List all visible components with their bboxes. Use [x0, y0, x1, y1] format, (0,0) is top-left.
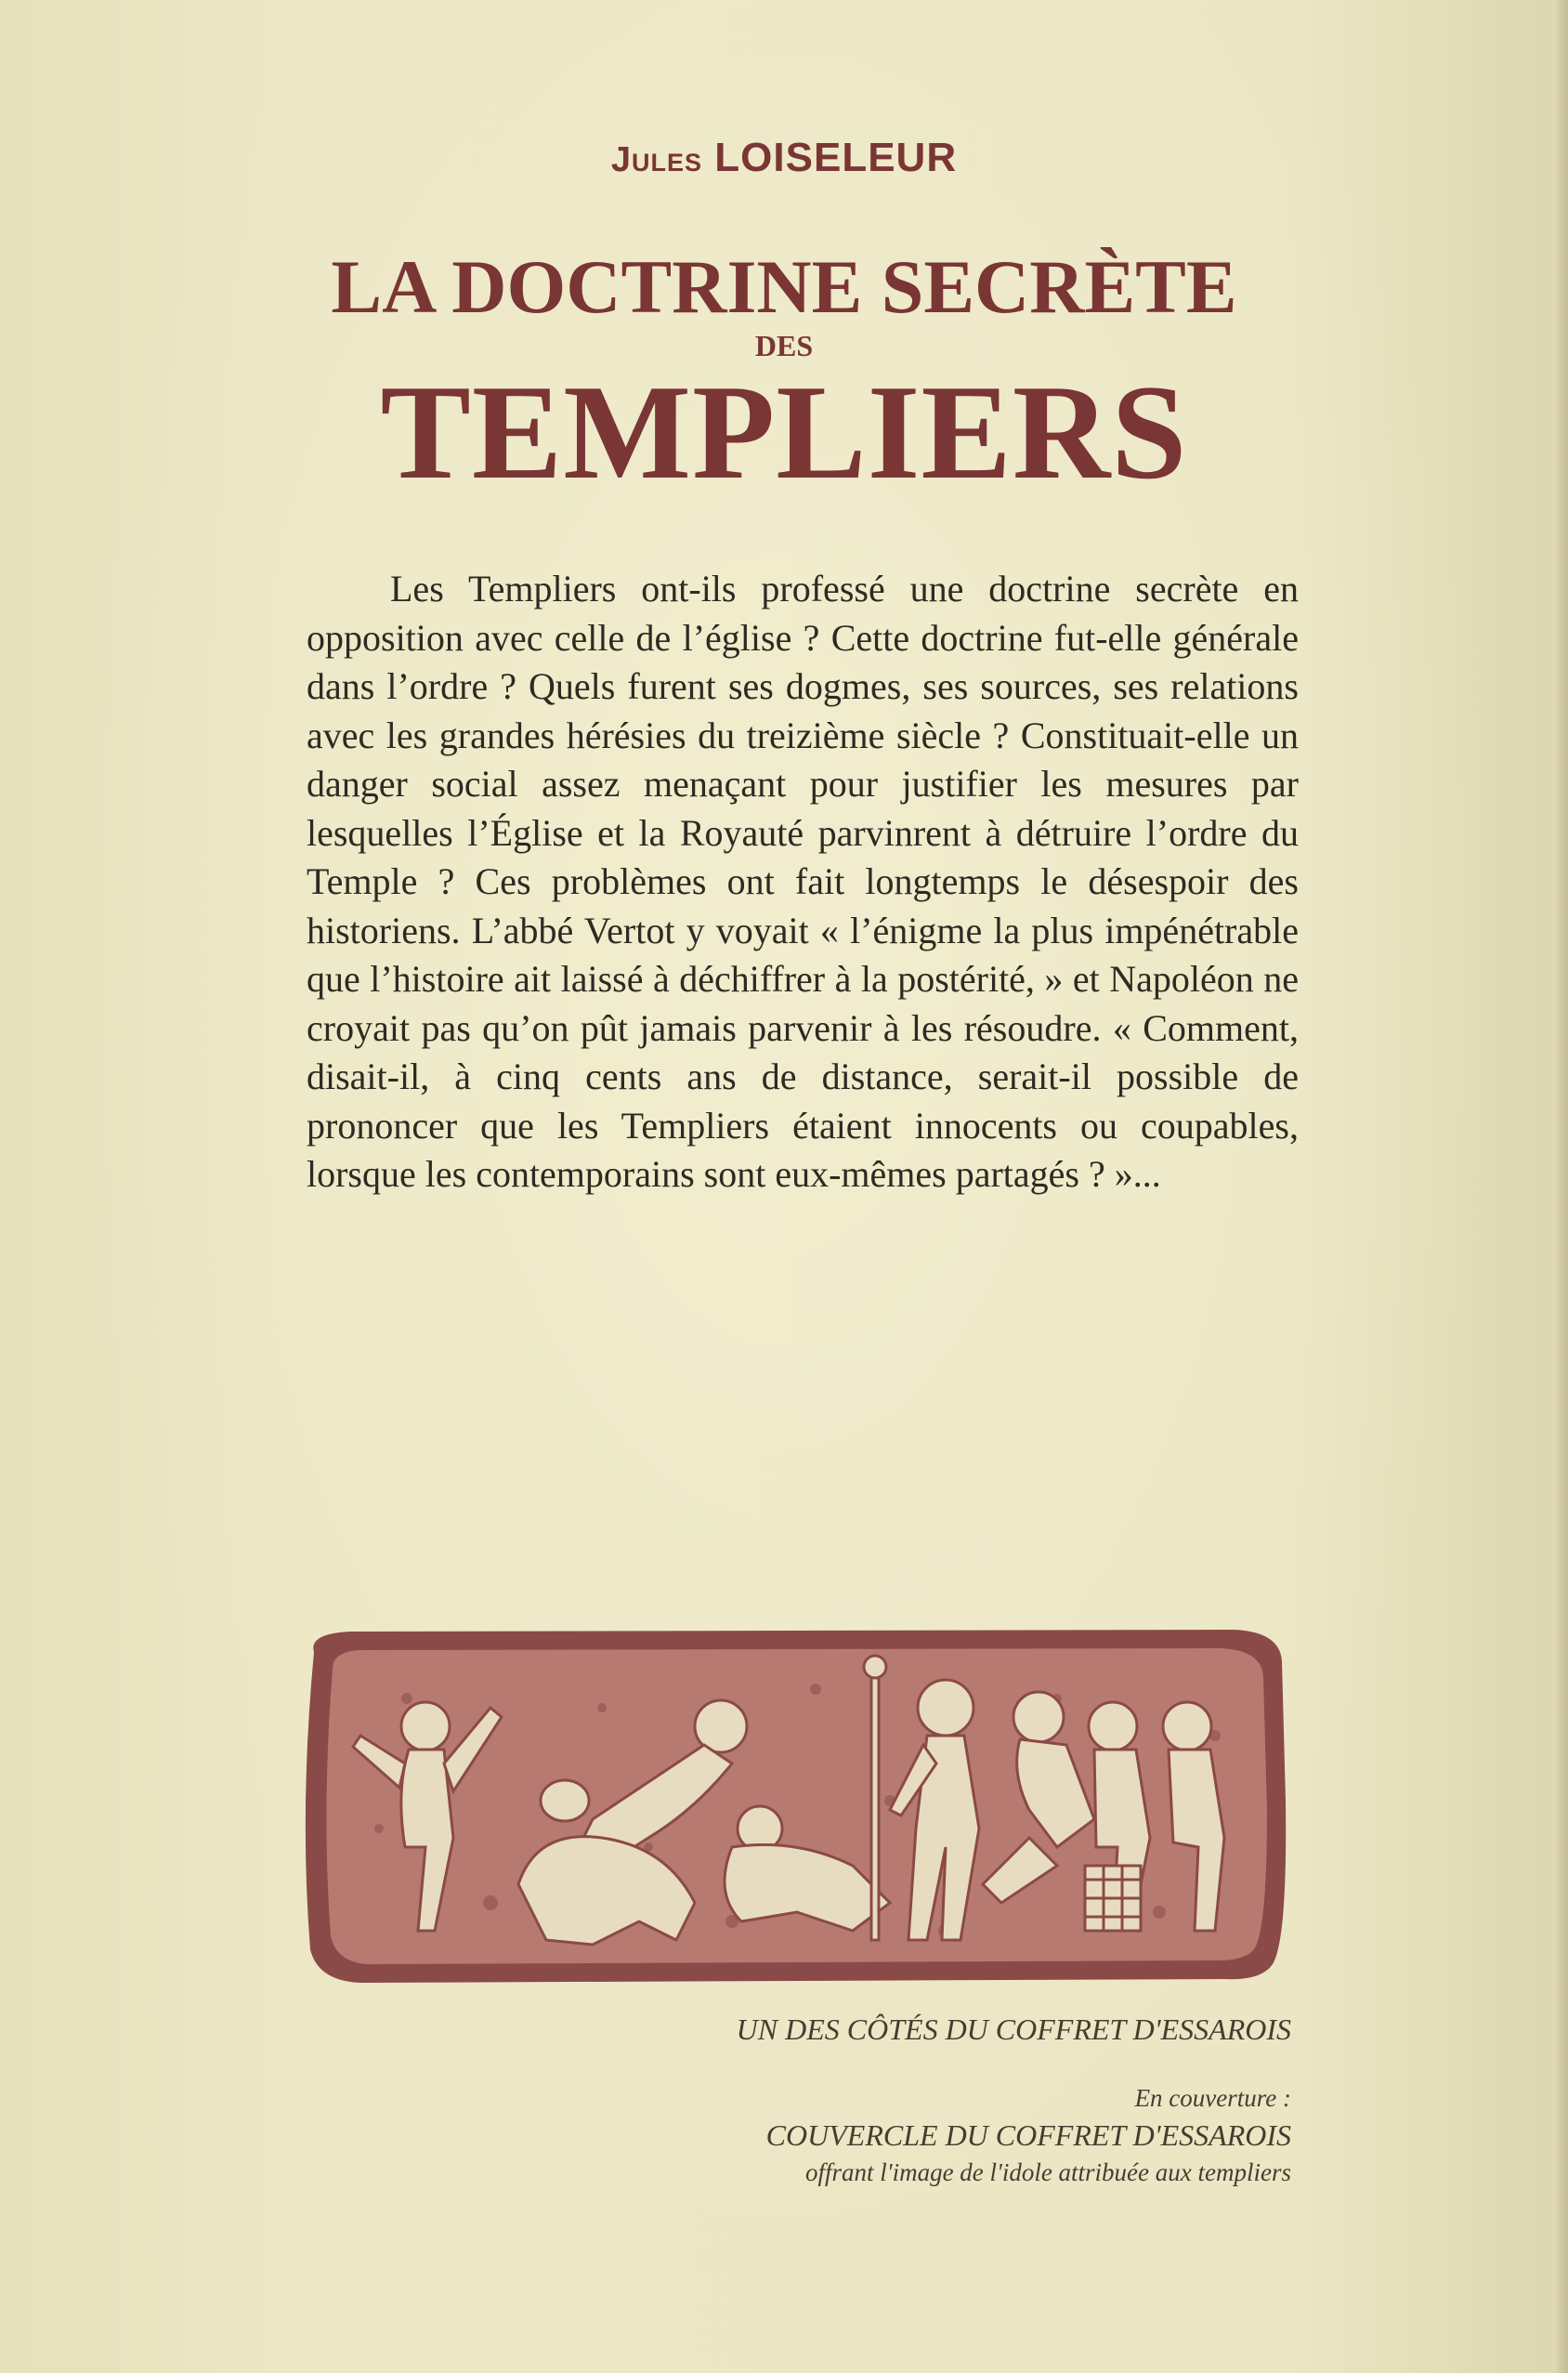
book-title-line-1: LA DOCTRINE SECRÈTE	[331, 244, 1237, 329]
author-name	[0, 135, 1568, 181]
illustration-caption: UN DES CÔTÉS DU COFFRET D'ESSAROIS	[736, 2012, 1291, 2046]
book-title-line-3: TEMPLIERS	[380, 357, 1188, 507]
carved-relief-illustration	[295, 1624, 1291, 1986]
cover-note-label: En couverture :	[1134, 2084, 1291, 2112]
book-title-line-2: DES	[754, 329, 814, 362]
author-last-name: LOISELEUR	[714, 135, 958, 180]
cover-note	[307, 2081, 1291, 2189]
author-first-name: Jules	[610, 140, 703, 179]
cover-note-title: COUVERCLE DU COFFRET D'ESSAROIS	[765, 2118, 1291, 2152]
back-cover-blurb: Les Templiers ont-ils professé une doctrine secrète en opposition avec celle de l’église ? Cette doctrine fut-elle générale dans l’ordre ? Quels furent ses dogmes, ses sources, ses relations avec les grandes hérésies du treizième siècle ? Constituait-elle un danger social assez menaçant pour justifier les mesures par lesquelles l’Église et la Royauté parvinrent à détruire l’ordre du Temple ? Ces problèmes ont fait longtemps le désespoir des historiens. L’abbé Vertot y voyait « l’énigme la plus impénétrable que l’histoire ait laissé à déchiffrer à la postérité, » et Napoléon ne croyait pas qu’on pût jamais parvenir à les résoudre. « Comment, disait-il, à cinq cents ans de distance, serait-il possible de prononcer que les Templiers étaient innocents ou coupables, lorsque les contemporains sont eux-mêmes partagés ? »...	[307, 568, 1299, 1195]
cover-note-description: offrant l'image de l'idole attribuée aux templiers	[805, 2158, 1291, 2186]
